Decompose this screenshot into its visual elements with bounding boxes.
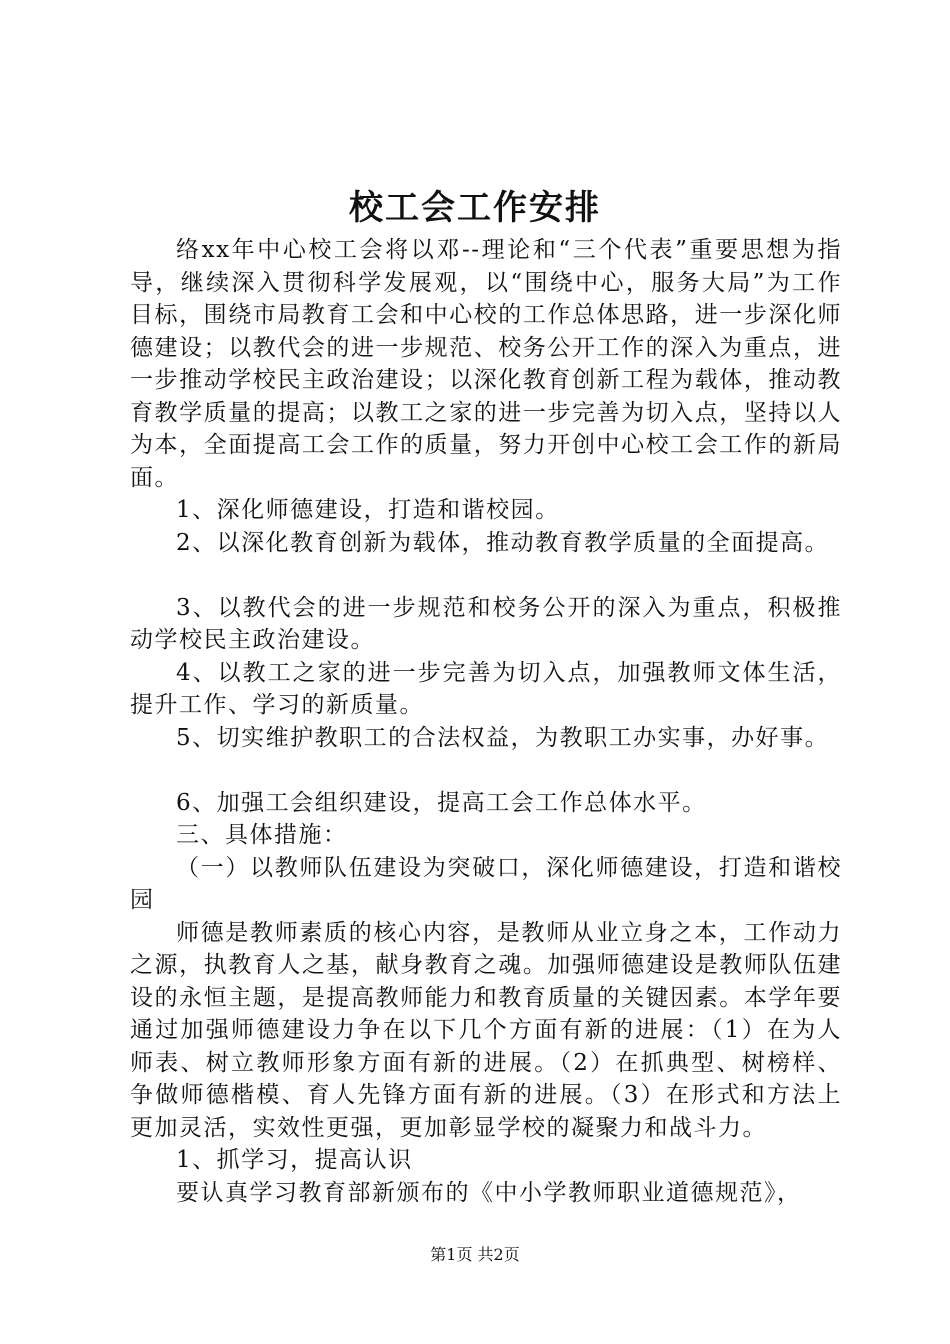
section-heading-measures: 三、具体措施： xyxy=(176,822,348,848)
goal-item-1: 1、深化师德建设，打造和谐校园。 xyxy=(176,497,560,523)
goal-item-2: 2、以深化教育创新为载体，推动教育教学质量的全面提高。 xyxy=(176,529,830,556)
ethics-paragraph: 师德是教师素质的核心内容，是教师从业立身之本，工作动力之源，执教育人之基，献身教育之魂。加强师德建设是教师队伍建设的永恒主题，是提高教师能力和教育质量的关键因素。本学年要通过加强师德建设力争在以下几个方面有新的进展：（1）在为人师表、树立教师形象方面有新的进展。（2）在抓典型、树榜样、争做师德楷模、育人先锋方面有新的进展。（3）在形式和方法上更加灵活，实效性更强，更加彰显学校的凝聚力和战斗力。 xyxy=(130,919,842,1141)
study-paragraph: 要认真学习教育部新颁布的《中小学教师职业道德规范》， xyxy=(176,1179,802,1206)
page-footer: 第1页 共2页 xyxy=(430,1245,520,1264)
goal-item-3: 3、以教代会的进一步规范和校务公开的深入为重点，积极推动学校民主政治建设。 xyxy=(130,594,842,653)
subsection-heading-1: （一）以教师队伍建设为突破口，深化师德建设，打造和谐校园 xyxy=(130,854,842,913)
measure-item-1: 1、抓学习，提高认识 xyxy=(176,1147,413,1173)
goal-item-4: 4、以教工之家的进一步完善为切入点，加强教师文体生活，提升工作、学习的新质量。 xyxy=(130,659,842,718)
goal-item-6: 6、加强工会组织建设，提高工会工作总体水平。 xyxy=(176,789,707,816)
document-title: 校工会工作安排 xyxy=(349,188,601,228)
intro-paragraph: 络xx年中心校工会将以邓--理论和“三个代表”重要思想为指导，继续深入贯彻科学发展观，以“围绕中心，服务大局”为工作目标，围绕市局教育工会和中心校的工作总体思路，进一步深化师德建设；以教代会的进一步规范、校务公开工作的深入为重点，进一步推动学校民主政治建设；以深化教育创新工程为载体，推动教育教学质量的提高；以教工之家的进一步完善为切入点，坚持以人为本，全面提高工会工作的质量，努力开创中心校工会工作的新局面。 xyxy=(130,237,842,491)
document-body xyxy=(130,234,842,1209)
goal-item-5: 5、切实维护教职工的合法权益，为教职工办实事，办好事。 xyxy=(176,724,830,751)
